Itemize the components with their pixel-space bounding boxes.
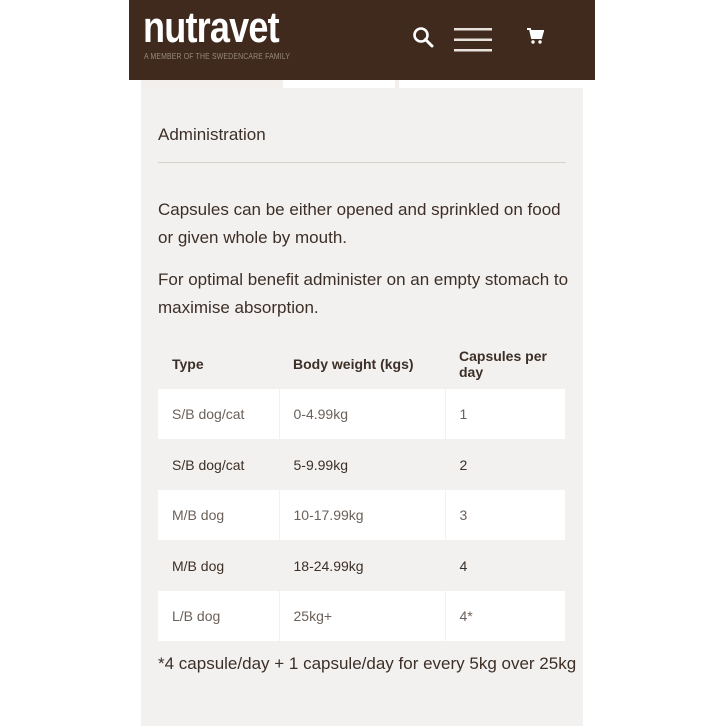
search-icon[interactable] bbox=[412, 26, 434, 48]
column-header-body-weight: Body weight (kgs) bbox=[293, 355, 414, 372]
table-row bbox=[158, 440, 566, 491]
table-header-row bbox=[158, 338, 566, 389]
cell-capsules: 4* bbox=[445, 591, 566, 642]
cell-capsules: 4 bbox=[445, 541, 566, 592]
column-header-capsules: Capsules per day bbox=[459, 347, 547, 380]
cart-icon[interactable] bbox=[526, 27, 544, 45]
cell-body-weight: 25kg+ bbox=[279, 591, 445, 642]
cell-capsules: 2 bbox=[445, 440, 566, 491]
tab-strip bbox=[141, 80, 583, 88]
divider bbox=[158, 162, 566, 163]
logo-tagline: A MEMBER OF THE SWEDENCARE FAMILY bbox=[144, 52, 291, 61]
administration-panel bbox=[141, 88, 583, 726]
tab-segment bbox=[399, 80, 583, 88]
cell-capsules: 1 bbox=[445, 389, 566, 440]
table-row bbox=[158, 591, 566, 642]
cell-body-weight: 18-24.99kg bbox=[279, 541, 445, 592]
cell-body-weight: 5-9.99kg bbox=[279, 440, 445, 491]
cell-type: L/B dog bbox=[158, 591, 279, 642]
cell-capsules: 3 bbox=[445, 490, 566, 541]
cell-body-weight: 0-4.99kg bbox=[279, 389, 445, 440]
nutravet-logo[interactable]: nutravet bbox=[143, 3, 279, 52]
table-row bbox=[158, 389, 566, 440]
table-row bbox=[158, 541, 566, 592]
administration-paragraph-1: Capsules can be either opened and sprinkled on food or given whole by mouth. bbox=[158, 200, 561, 247]
cell-type: M/B dog bbox=[158, 541, 279, 592]
column-header-type: Type bbox=[172, 355, 204, 372]
hamburger-menu-icon[interactable] bbox=[454, 28, 492, 52]
site-header bbox=[129, 0, 595, 80]
section-title: Administration bbox=[158, 125, 266, 144]
cell-type: S/B dog/cat bbox=[158, 440, 279, 491]
tab-segment bbox=[283, 80, 395, 88]
cell-body-weight: 10-17.99kg bbox=[279, 490, 445, 541]
footnote: *4 capsule/day + 1 capsule/day for every 5kg over 25kg bbox=[158, 654, 577, 673]
dosage-table bbox=[158, 338, 566, 642]
table-row bbox=[158, 490, 566, 541]
administration-paragraph-2: For optimal benefit administer on an empty stomach to maximise absorption. bbox=[158, 270, 569, 317]
cell-type: S/B dog/cat bbox=[158, 389, 279, 440]
cell-type: M/B dog bbox=[158, 490, 279, 541]
